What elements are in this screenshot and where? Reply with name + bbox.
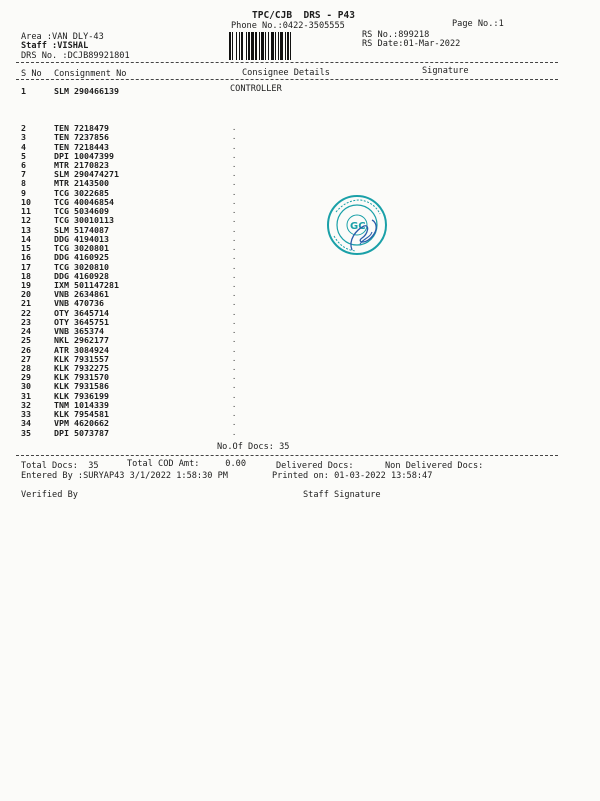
columns-divider (16, 79, 558, 80)
delivered-docs: Delivered Docs: (276, 461, 354, 471)
row-consignment-number: IXM 501147281 (54, 279, 119, 290)
row-consignee-marker: . (232, 179, 237, 188)
row-consignment-number: TCG 5034609 (54, 206, 109, 217)
row-consignee-marker: . (232, 336, 237, 345)
barcode-bar (248, 32, 250, 60)
barcode-bar (265, 32, 266, 60)
row-consignee-marker: . (232, 234, 237, 243)
no-of-docs: No.Of Docs: 35 (217, 442, 290, 452)
header-divider (16, 62, 558, 63)
row-sno: 15 (21, 243, 31, 253)
drs-number: DRS No. :DCJB89921801 (21, 51, 130, 61)
row-sno: 7 (21, 169, 26, 180)
barcode-bar (285, 32, 286, 60)
row-consignment-number: TCG 3020810 (54, 261, 109, 272)
row-consignee-marker: . (232, 410, 237, 419)
staff-label: Staff :VISHAL (21, 41, 89, 51)
barcode-bar (239, 32, 240, 60)
row-consignment-number: KLK 7931557 (54, 353, 109, 364)
row-consignment-number: VPM 4620662 (54, 418, 109, 429)
row-consignee-marker: . (232, 253, 237, 262)
row-consignment-number: MTR 2170823 (54, 159, 109, 170)
row-consignment-number: KLK 7931586 (54, 381, 109, 392)
row-consignee-marker: . (232, 151, 237, 160)
document-title: TPC/CJB DRS - P43 (252, 10, 355, 21)
barcode-bar (275, 32, 276, 60)
row-sno: 33 (21, 409, 31, 420)
row-1-consignee: CONTROLLER (230, 84, 282, 94)
row-sno: 20 (21, 289, 31, 300)
row-consignee-marker: . (232, 124, 237, 132)
column-header-signature: Signature (422, 66, 469, 76)
row-consignee-marker: . (232, 207, 237, 216)
barcode-bar (271, 32, 274, 60)
row-consignee-marker: . (232, 299, 237, 308)
row-consignee-marker: . (232, 428, 237, 437)
barcode-bar (278, 32, 279, 60)
row-consignment-number: ATR 3084924 (54, 344, 109, 355)
row-consignment-number: TEN 7237856 (54, 132, 109, 143)
row-sno: 8 (21, 178, 26, 189)
barcode-bar (236, 32, 237, 60)
row-sno: 3 (21, 132, 26, 143)
row-consignment-number: KLK 7936199 (54, 390, 109, 401)
row-sno: 24 (21, 326, 31, 337)
row-consignment-number: TCG 3020801 (54, 243, 109, 253)
row-consignment-number: TCG 30010113 (54, 215, 114, 226)
row-sno: 13 (21, 224, 31, 235)
row-consignee-marker: . (232, 345, 237, 354)
row-sno: 6 (21, 159, 26, 170)
barcode-bar (255, 32, 257, 60)
row-sno: 14 (21, 233, 31, 244)
footer-divider-top (16, 455, 558, 456)
barcode-bar (246, 32, 247, 60)
rs-date: RS Date:01-Mar-2022 (362, 39, 461, 49)
row-consignment-number: KLK 7932275 (54, 363, 109, 373)
row-1-consignment: SLM 290466139 (54, 86, 119, 96)
verified-by: Verified By (21, 490, 78, 500)
row-consignee-marker: . (232, 160, 237, 169)
rs-number: RS No.:899218 (362, 30, 430, 40)
row-consignee-marker: . (232, 400, 237, 409)
row-consignee-marker: . (232, 142, 237, 151)
row-sno: 31 (21, 390, 31, 401)
barcode-bar (251, 32, 254, 60)
barcode-bar (268, 32, 269, 60)
row-sno: 29 (21, 372, 31, 383)
non-delivered-docs: Non Delivered Docs: (385, 461, 484, 471)
staff-signature: Staff Signature (303, 490, 381, 500)
column-header-sno: S No (21, 69, 42, 79)
row-consignee-marker: . (232, 354, 237, 363)
total-docs: Total Docs: 35 (21, 461, 99, 471)
row-consignee-marker: . (232, 373, 237, 382)
row-sno: 23 (21, 316, 31, 327)
row-sno: 5 (21, 150, 26, 161)
row-sno: 16 (21, 252, 31, 263)
row-sno: 21 (21, 298, 31, 309)
row-consignment-number: TNM 1014339 (54, 399, 109, 410)
row-consignment-number: SLM 5174087 (54, 224, 109, 235)
row-consignee-marker: . (232, 382, 237, 391)
svg-text:GC: GC (350, 221, 366, 232)
row-consignment-number: SLM 290474271 (54, 169, 119, 180)
row-consignment-number: TCG 40046854 (54, 196, 114, 207)
page-number: Page No.:1 (452, 19, 504, 29)
entered-by: Entered By :SURYAP43 3/1/2022 1:58:30 PM (21, 471, 228, 481)
row-sno: 26 (21, 344, 31, 355)
row-sno: 22 (21, 307, 31, 318)
row-sno: 17 (21, 261, 31, 272)
row-sno: 34 (21, 418, 31, 429)
row-consignee-marker: . (232, 419, 237, 428)
barcode-bar (229, 32, 231, 60)
row-1-sno: 1 (21, 86, 26, 96)
column-header-consignment: Consignment No (54, 69, 127, 79)
row-consignee-marker: . (232, 188, 237, 197)
row-consignee-marker: . (232, 216, 237, 225)
row-consignee-marker: . (232, 290, 237, 299)
row-sno: 28 (21, 363, 31, 373)
barcode-bar (280, 32, 283, 60)
row-consignment-number: TEN 7218479 (54, 123, 109, 133)
row-sno: 10 (21, 196, 31, 207)
row-sno: 2 (21, 123, 26, 133)
row-consignment-number: DDG 4194013 (54, 233, 109, 244)
row-sno: 35 (21, 427, 31, 438)
row-sno: 18 (21, 270, 31, 281)
row-consignee-marker: . (232, 170, 237, 179)
row-consignee-marker: . (232, 197, 237, 206)
barcode-bar (232, 32, 233, 60)
row-consignee-marker: . (232, 271, 237, 280)
row-sno: 19 (21, 279, 31, 290)
row-consignment-number: OTY 3645751 (54, 316, 109, 327)
barcode-bar (287, 32, 289, 60)
row-consignment-number: DPI 10047399 (54, 150, 114, 161)
row-consignee-marker: . (232, 280, 237, 289)
row-sno: 12 (21, 215, 31, 226)
row-consignment-number: TCG 3022685 (54, 187, 109, 198)
row-consignment-number: OTY 3645714 (54, 307, 109, 318)
row-consignment-number: VNB 365374 (54, 326, 104, 337)
row-sno: 27 (21, 353, 31, 364)
row-sno: 25 (21, 335, 31, 346)
row-consignment-number: NKL 2962177 (54, 335, 109, 346)
row-consignee-marker: . (232, 317, 237, 326)
row-consignee-marker: . (232, 327, 237, 336)
row-consignee-marker: . (232, 308, 237, 317)
barcode (229, 32, 353, 60)
row-consignment-number: KLK 7931570 (54, 372, 109, 383)
row-consignee-marker: . (232, 244, 237, 252)
row-sno: 11 (21, 206, 31, 217)
phone-number: Phone No.:0422-3505555 (231, 21, 345, 31)
total-cod-amount: Total COD Amt: 0.00 (127, 459, 246, 469)
row-consignment-number: DDG 4160925 (54, 252, 109, 263)
row-consignment-number: VNB 2634861 (54, 289, 109, 300)
row-consignee-marker: . (232, 262, 237, 271)
seal-stamp (326, 194, 388, 256)
printed-on: Printed on: 01-03-2022 13:58:47 (272, 471, 433, 481)
barcode-bar (261, 32, 264, 60)
barcode-bar (290, 32, 291, 60)
row-consignment-number: VNB 470736 (54, 298, 104, 309)
row-sno: 32 (21, 399, 31, 410)
row-consignment-number: DDG 4160928 (54, 270, 109, 281)
row-consignment-number: TEN 7218443 (54, 141, 109, 152)
column-header-consignee: Consignee Details (242, 68, 330, 78)
row-consignee-marker: . (232, 391, 237, 400)
row-consignee-marker: . (232, 225, 237, 234)
row-sno: 9 (21, 187, 26, 198)
row-consignment-number: KLK 7954581 (54, 409, 109, 420)
barcode-bar (241, 32, 243, 60)
row-consignment-number: DPI 5073787 (54, 427, 109, 438)
row-sno: 4 (21, 141, 26, 152)
barcode-bar (259, 32, 260, 60)
row-consignee-marker: . (232, 364, 237, 372)
area-label: Area :VAN DLY-43 (21, 32, 104, 42)
row-consignee-marker: . (232, 133, 237, 142)
row-consignment-number: MTR 2143500 (54, 178, 109, 189)
row-sno: 30 (21, 381, 31, 392)
